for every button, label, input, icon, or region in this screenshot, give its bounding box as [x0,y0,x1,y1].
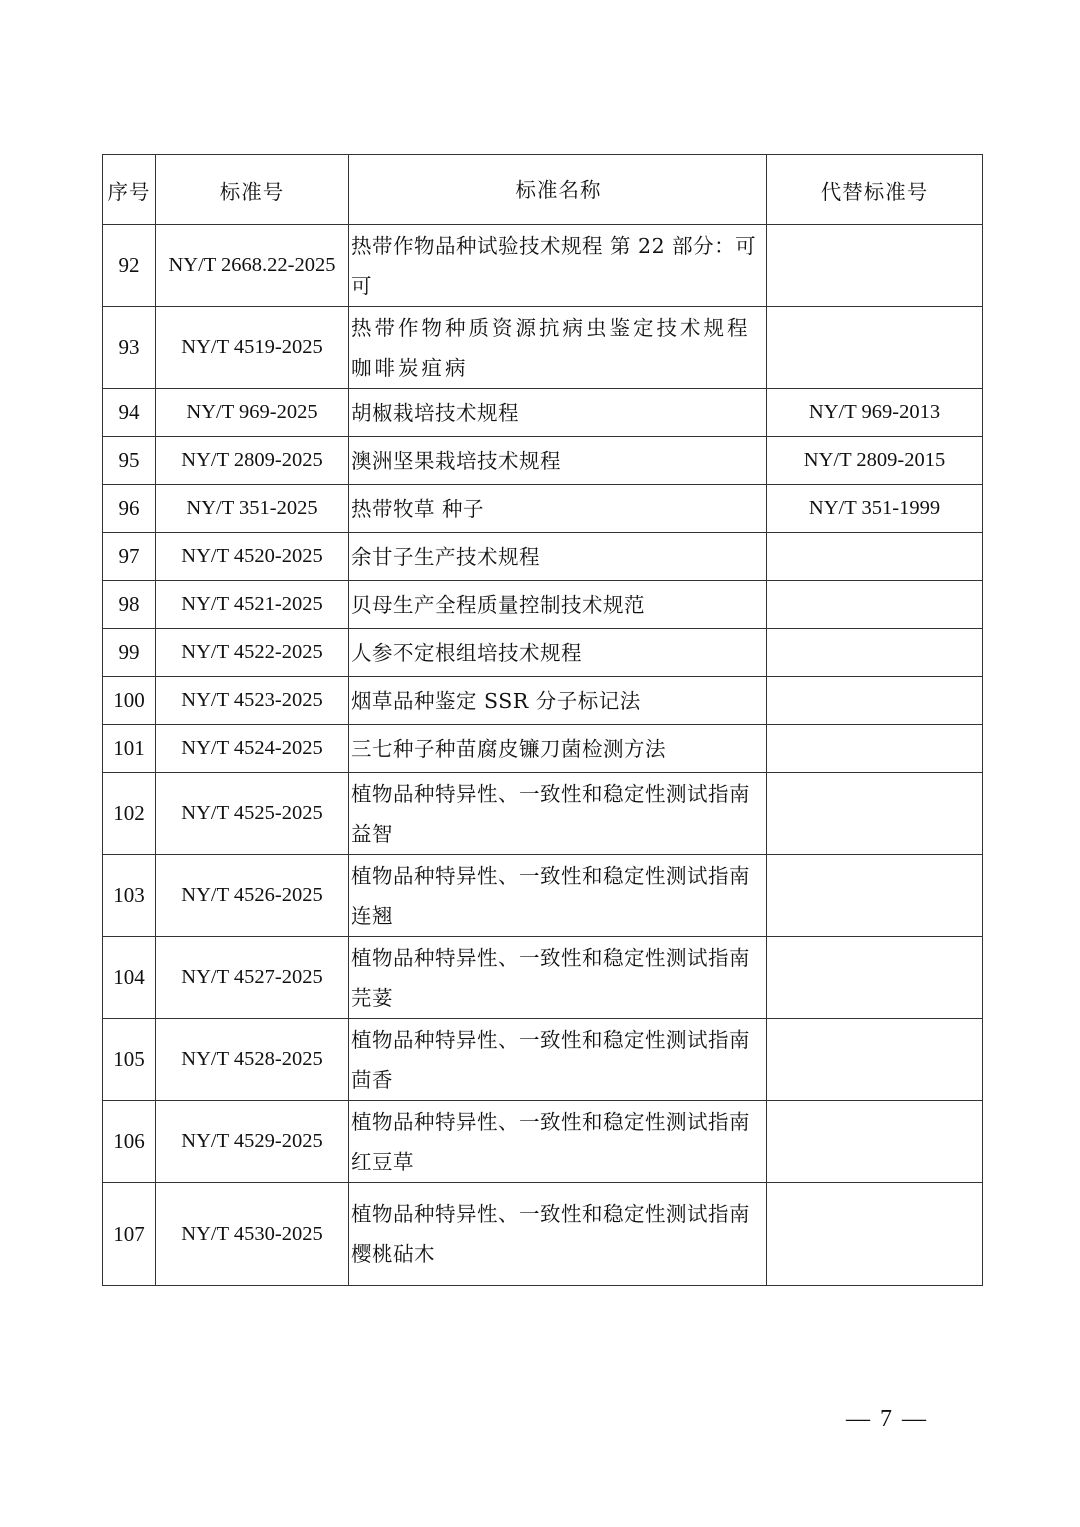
table-row [103,677,983,725]
row-standard-number: NY/T 4527-2025 [156,937,349,1019]
table-row [103,437,983,485]
row-standard-number: NY/T 4525-2025 [156,773,349,855]
row-replaces [767,225,983,307]
table-row [103,1019,983,1101]
row-standard-name: 人参不定根组培技术规程 [349,629,767,677]
row-standard-number: NY/T 4524-2025 [156,725,349,773]
row-standard-name: 热带作物品种试验技术规程 第 22 部分：可可 [349,225,767,307]
table-row [103,307,983,389]
row-standard-number: NY/T 2809-2025 [156,437,349,485]
row-standard-number: NY/T 4526-2025 [156,855,349,937]
row-replaces [767,855,983,937]
table-row [103,629,983,677]
row-standard-name: 贝母生产全程质量控制技术规范 [349,581,767,629]
row-standard-name: 胡椒栽培技术规程 [349,389,767,437]
row-seq: 105 [103,1019,156,1101]
standards-table [102,154,983,1286]
row-seq: 101 [103,725,156,773]
row-replaces: NY/T 2809-2015 [767,437,983,485]
row-standard-name: 烟草品种鉴定 SSR 分子标记法 [349,677,767,725]
row-replaces [767,677,983,725]
row-replaces [767,581,983,629]
row-standard-name: 植物品种特异性、一致性和稳定性测试指南 益智 [349,773,767,855]
table-row [103,1101,983,1183]
row-standard-name: 植物品种特异性、一致性和稳定性测试指南 芫荽 [349,937,767,1019]
row-standard-number: NY/T 4520-2025 [156,533,349,581]
row-seq: 92 [103,225,156,307]
row-replaces [767,1183,983,1286]
table-row [103,937,983,1019]
row-replaces [767,773,983,855]
table-row [103,485,983,533]
row-standard-name: 余甘子生产技术规程 [349,533,767,581]
row-seq: 103 [103,855,156,937]
table-row [103,533,983,581]
row-standard-name: 澳洲坚果栽培技术规程 [349,437,767,485]
header-standard-number: 标准号 [156,155,349,225]
row-replaces [767,725,983,773]
row-standard-number: NY/T 4522-2025 [156,629,349,677]
row-standard-name: 植物品种特异性、一致性和稳定性测试指南 茴香 [349,1019,767,1101]
table-row [103,225,983,307]
page-number: — 7 — [846,1406,928,1432]
table-row [103,855,983,937]
table-header-row [103,155,983,225]
row-standard-name: 植物品种特异性、一致性和稳定性测试指南 红豆草 [349,1101,767,1183]
row-standard-name: 植物品种特异性、一致性和稳定性测试指南 连翘 [349,855,767,937]
row-standard-number: NY/T 4521-2025 [156,581,349,629]
row-replaces [767,1019,983,1101]
row-replaces [767,1101,983,1183]
table-row [103,581,983,629]
row-seq: 95 [103,437,156,485]
row-standard-number: NY/T 969-2025 [156,389,349,437]
header-replaces: 代替标准号 [767,155,983,225]
row-standard-name: 植物品种特异性、一致性和稳定性测试指南 樱桃砧木 [349,1183,767,1286]
row-standard-number: NY/T 2668.22-2025 [156,225,349,307]
row-seq: 93 [103,307,156,389]
row-standard-number: NY/T 4523-2025 [156,677,349,725]
row-replaces [767,307,983,389]
header-seq: 序号 [103,155,156,225]
row-standard-name: 热带作物种质资源抗病虫鉴定技术规程 咖啡炭疽病 [349,307,767,389]
row-standard-name: 三七种子种苗腐皮镰刀菌检测方法 [349,725,767,773]
table-row [103,389,983,437]
row-seq: 107 [103,1183,156,1286]
table-row [103,773,983,855]
row-seq: 100 [103,677,156,725]
header-standard-name: 标准名称 [349,155,767,225]
row-seq: 94 [103,389,156,437]
row-standard-number: NY/T 4528-2025 [156,1019,349,1101]
row-seq: 104 [103,937,156,1019]
table-row [103,725,983,773]
row-seq: 99 [103,629,156,677]
row-replaces [767,629,983,677]
row-seq: 97 [103,533,156,581]
row-standard-number: NY/T 4530-2025 [156,1183,349,1286]
row-replaces: NY/T 969-2013 [767,389,983,437]
table-row [103,1183,983,1286]
row-replaces [767,533,983,581]
row-seq: 96 [103,485,156,533]
row-standard-number: NY/T 351-2025 [156,485,349,533]
row-replaces [767,937,983,1019]
row-seq: 106 [103,1101,156,1183]
row-seq: 102 [103,773,156,855]
row-seq: 98 [103,581,156,629]
row-standard-number: NY/T 4529-2025 [156,1101,349,1183]
row-standard-number: NY/T 4519-2025 [156,307,349,389]
row-replaces: NY/T 351-1999 [767,485,983,533]
row-standard-name: 热带牧草 种子 [349,485,767,533]
